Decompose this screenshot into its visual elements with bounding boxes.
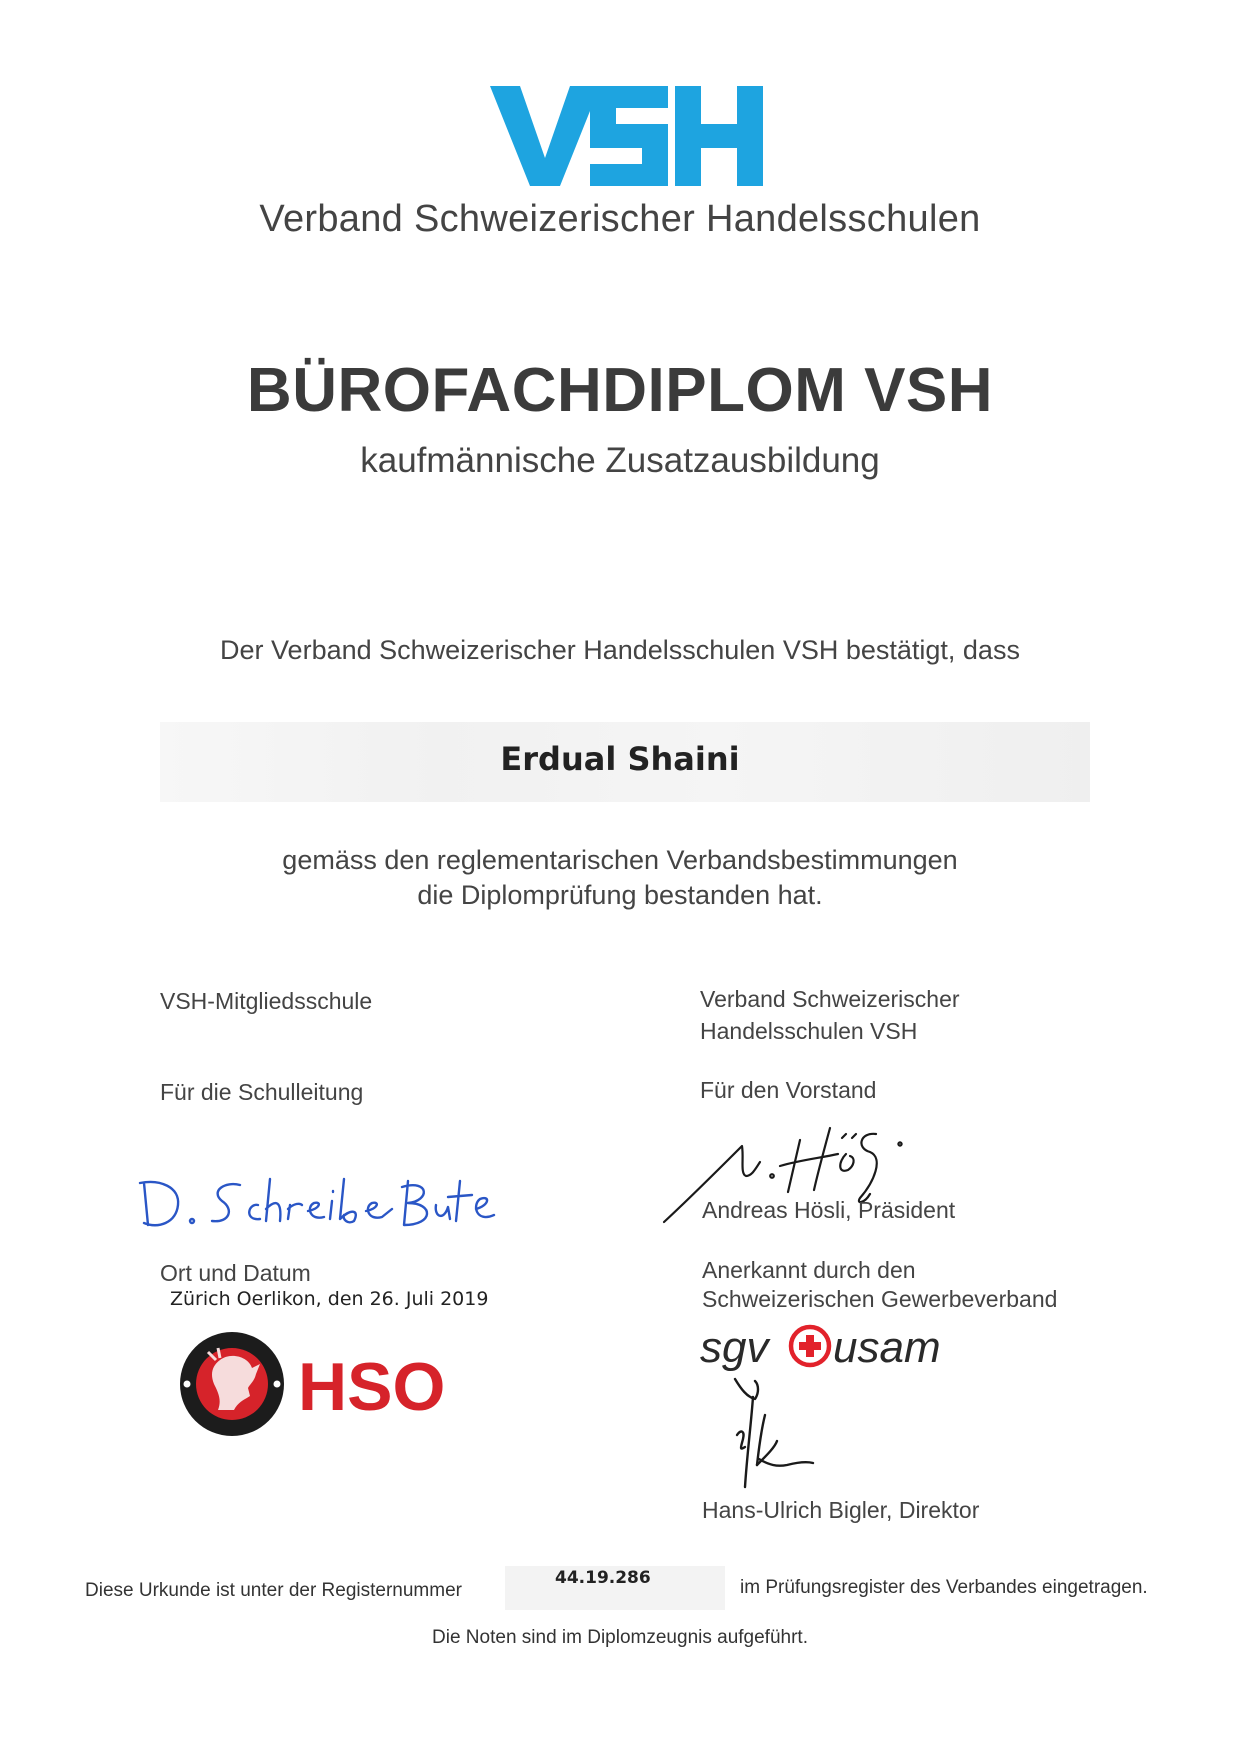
diploma-title: BÜROFACHDIPLOM VSH xyxy=(246,356,994,425)
member-school-label: VSH-Mitgliedsschule xyxy=(160,988,373,1014)
association-label-line2: Handelsschulen VSH xyxy=(700,1018,918,1044)
director-signature-icon xyxy=(715,1375,825,1495)
sgv-logo-right-text: usam xyxy=(833,1323,941,1372)
hso-logo xyxy=(178,1330,468,1440)
recognized-by-line2: Schweizerischen Gewerbeverband xyxy=(702,1286,1058,1312)
grades-note: Die Noten sind im Diplomzeugnis aufgeführt. xyxy=(432,1627,808,1648)
swiss-cross-icon xyxy=(791,1327,829,1365)
regulation-text-line1: gemäss den reglementarischen Verbandsbestimmungen xyxy=(282,845,958,875)
confirmation-text: Der Verband Schweizerischer Handelsschulen VSH bestätigt, dass xyxy=(220,635,1020,665)
organization-name: Verband Schweizerischer Handelsschulen xyxy=(259,198,981,240)
sgv-usam-logo xyxy=(700,1318,950,1378)
place-date-value: Zürich Oerlikon, den 26. Juli 2019 xyxy=(170,1288,489,1310)
hso-logo-text: HSO xyxy=(298,1349,446,1425)
sgv-logo-left-text: sgv xyxy=(700,1323,769,1372)
association-label xyxy=(700,983,960,1047)
director-name: Hans-Ulrich Bigler, Direktor xyxy=(702,1497,980,1523)
register-text-after: im Prüfungsregister des Verbandes eingetragen. xyxy=(740,1577,1148,1598)
recognized-by-line1: Anerkannt durch den xyxy=(702,1257,916,1283)
board-label: Für den Vorstand xyxy=(700,1077,877,1103)
association-label-line1: Verband Schweizerischer xyxy=(700,986,960,1012)
recipient-name: Erdual Shaini xyxy=(500,740,740,778)
place-date-label: Ort und Datum xyxy=(160,1260,311,1286)
school-management-label: Für die Schulleitung xyxy=(160,1079,364,1105)
diploma-subtitle: kaufmännische Zusatzausbildung xyxy=(360,441,880,480)
register-number: 44.19.286 xyxy=(555,1568,651,1588)
school-signature-icon xyxy=(130,1165,500,1245)
register-text-before: Diese Urkunde ist unter der Registernummer xyxy=(85,1580,462,1601)
regulation-text-line2: die Diplomprüfung bestanden hat. xyxy=(417,880,823,910)
president-name: Andreas Hösli, Präsident xyxy=(702,1197,956,1223)
vsh-logo xyxy=(490,86,765,186)
